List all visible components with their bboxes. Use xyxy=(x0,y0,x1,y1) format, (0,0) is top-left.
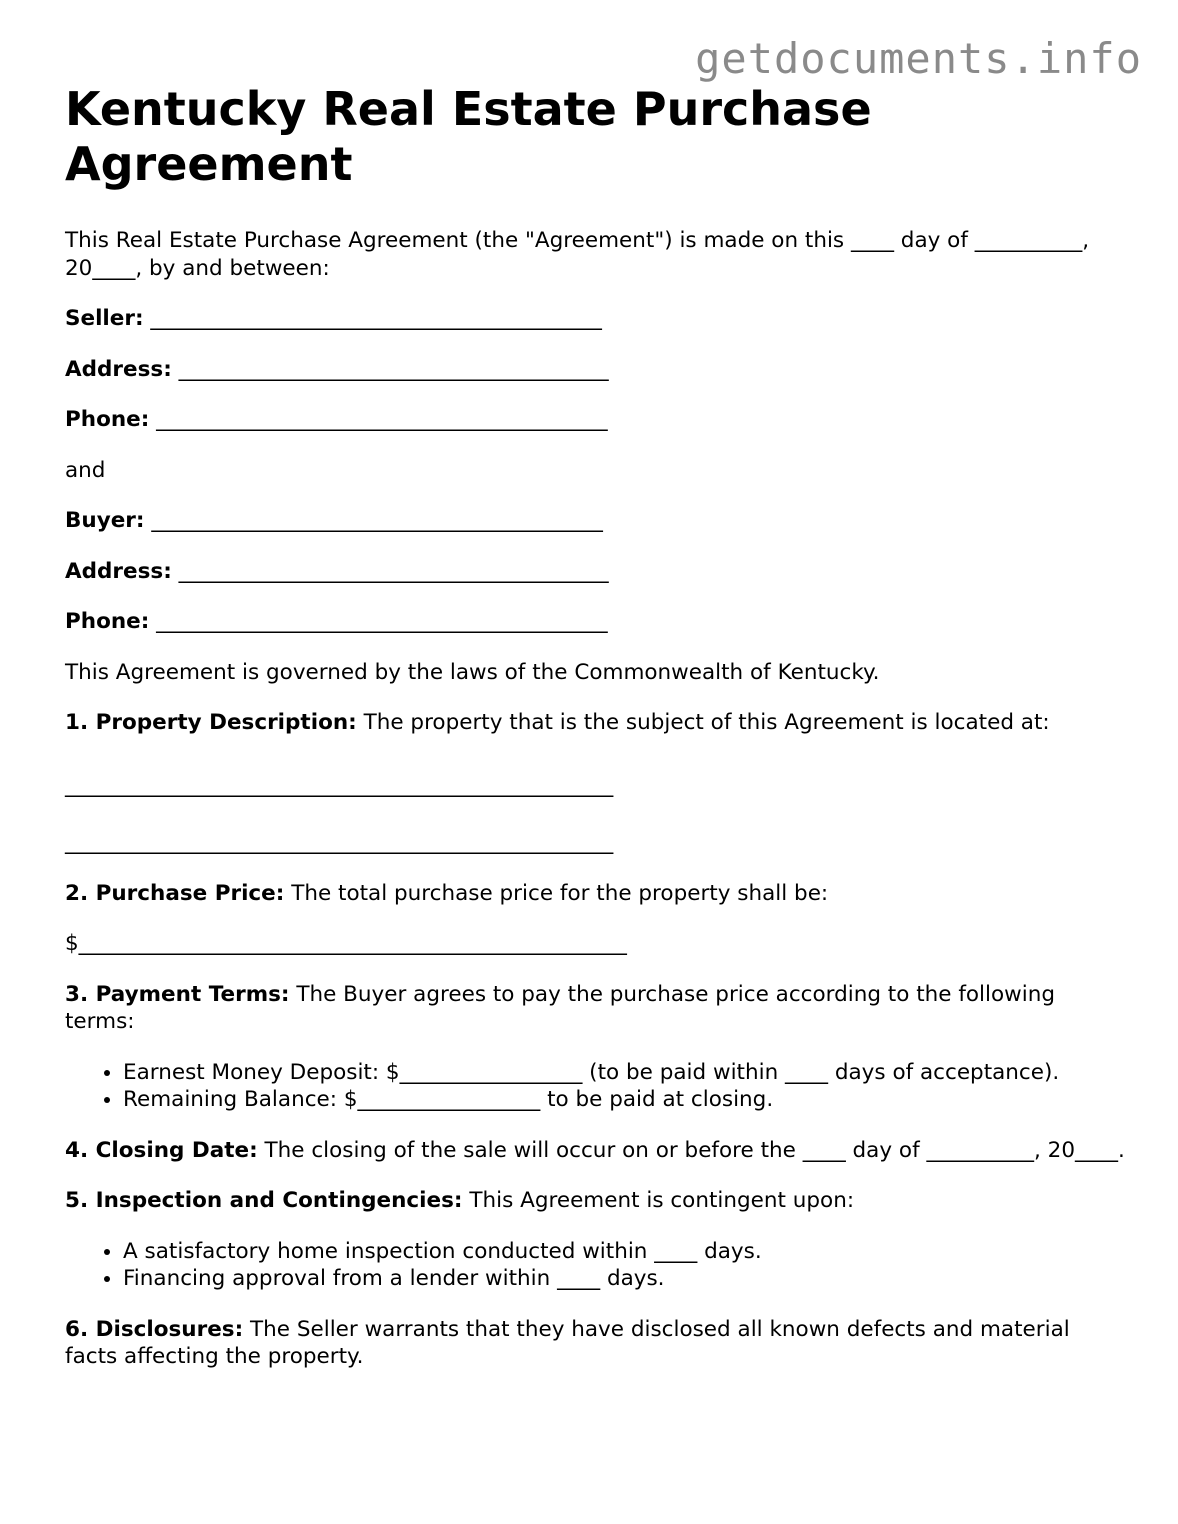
section-property-heading: 1. Property Description: xyxy=(65,710,357,735)
seller-phone-field xyxy=(65,406,1125,434)
section-price xyxy=(65,880,1125,908)
section-price-heading: 2. Purchase Price: xyxy=(65,880,285,906)
section-property xyxy=(65,709,1125,737)
list-item: • A satisfactory home inspection conducted within ____ days. xyxy=(123,1238,1125,1266)
intro-paragraph: This Real Estate Purchase Agreement (the "Agreement") is made on this ____ day of __________, 20____, by and between: xyxy=(65,228,1090,281)
seller-phone-blank: __________________________________________ xyxy=(149,407,608,432)
section-payment-text: The Buyer agrees to pay the purchase price according to the following terms: xyxy=(65,981,1055,1034)
buyer-address-field xyxy=(65,558,1125,586)
payment-terms-list xyxy=(65,1059,1125,1114)
section-closing-heading: 4. Closing Date: xyxy=(65,1137,258,1163)
section-disclosures-heading: 6. Disclosures: xyxy=(65,1316,244,1342)
seller-address-blank: ________________________________________ xyxy=(171,356,609,382)
seller-name-blank: __________________________________________ xyxy=(143,306,602,331)
purchase-price-line: $___________________________________________________ xyxy=(65,931,627,956)
seller-phone-label: Phone: xyxy=(65,407,150,432)
section-disclosures-text: The Seller warrants that they have disclosed all known defects and material facts affecting the property. xyxy=(65,1316,1070,1369)
section-inspection-heading: 5. Inspection and Contingencies: xyxy=(65,1188,463,1213)
section-inspection-text: This Agreement is contingent upon: xyxy=(462,1188,855,1213)
section-closing xyxy=(65,1137,1125,1165)
section-property-text: The property that is the subject of this Agreement is located at: xyxy=(356,710,1050,735)
buyer-phone-blank: __________________________________________ xyxy=(149,609,608,634)
buyer-name-field xyxy=(65,507,1125,535)
contingencies-list xyxy=(65,1238,1125,1293)
buyer-address-blank: ________________________________________ xyxy=(171,558,609,584)
seller-address-label: Address: xyxy=(65,356,172,382)
seller-name-label: Seller: xyxy=(65,306,144,331)
list-item: • Earnest Money Deposit: $_________________ (to be paid within ____ days of acceptance). xyxy=(123,1059,1125,1087)
list-item: • Remaining Balance: $_________________ to be paid at closing. xyxy=(123,1086,1125,1114)
buyer-name-label: Buyer: xyxy=(65,508,145,533)
property-address-line-2: ___________________________________________________ xyxy=(65,830,614,855)
section-closing-text: The closing of the sale will occur on or before the ____ day of __________, 20____. xyxy=(257,1137,1125,1163)
buyer-phone-label: Phone: xyxy=(65,609,150,634)
governing-law: This Agreement is governed by the laws of the Commonwealth of Kentucky. xyxy=(65,659,880,685)
and-text: and xyxy=(65,457,106,483)
section-disclosures xyxy=(65,1316,1125,1371)
seller-address-field xyxy=(65,356,1125,384)
section-payment-heading: 3. Payment Terms: xyxy=(65,981,290,1007)
buyer-phone-field xyxy=(65,608,1125,636)
document-page xyxy=(65,82,1125,1371)
section-price-text: The total purchase price for the property shall be: xyxy=(284,880,829,906)
section-inspection xyxy=(65,1187,1125,1215)
section-payment xyxy=(65,981,1125,1036)
list-item: • Financing approval from a lender within ____ days. xyxy=(123,1265,1125,1293)
seller-name-field xyxy=(65,305,1125,333)
page-title: Kentucky Real Estate Purchase Agreement xyxy=(65,82,872,191)
property-address-line-1: ___________________________________________________ xyxy=(65,772,614,798)
buyer-name-blank: __________________________________________ xyxy=(144,508,603,533)
watermark: getdocuments.info xyxy=(695,34,1142,83)
buyer-address-label: Address: xyxy=(65,558,172,584)
